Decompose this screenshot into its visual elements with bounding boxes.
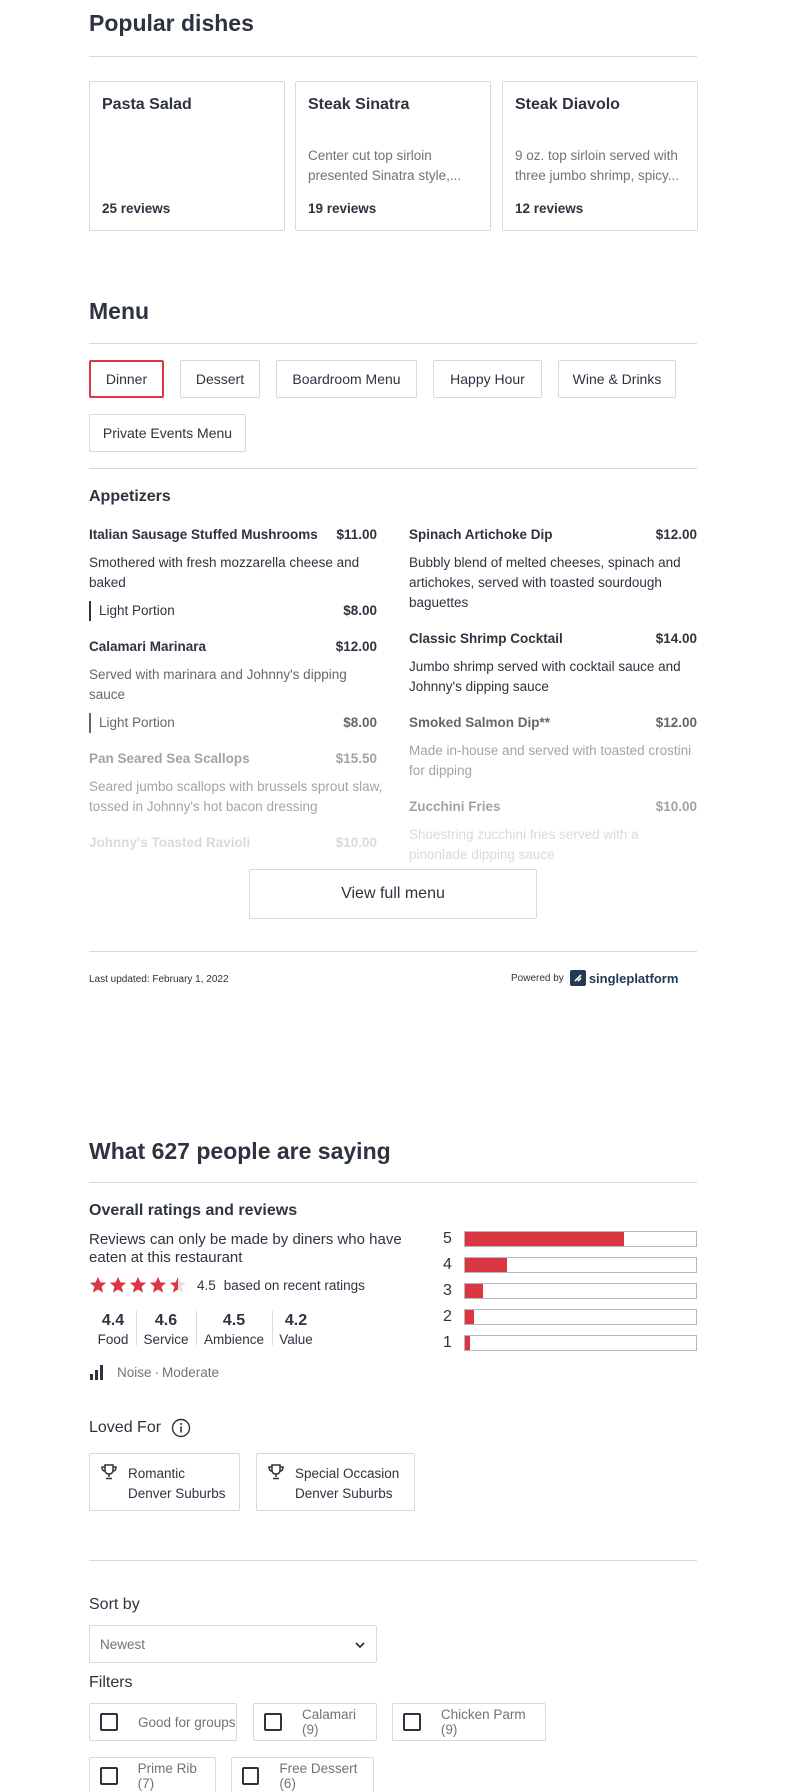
last-updated: Last updated: February 1, 2022 [89,974,229,985]
trophy-icon [100,1463,118,1481]
chevron-down-icon [354,1639,366,1651]
tab-private-events-menu[interactable]: Private Events Menu [89,414,246,452]
subrating-service [140,1312,192,1347]
divider [89,468,697,469]
rating-basis: based on recent ratings [223,1277,365,1293]
tab-dinner[interactable]: Dinner [89,360,164,398]
subrating-value: 4.5 [222,1312,246,1329]
menu-item-name: Spinach Artichoke Dip [409,527,553,542]
checkbox[interactable] [242,1767,259,1785]
filter-label: Prime Rib (7) [137,1761,197,1791]
subrating-value: 4.6 [154,1312,178,1329]
dish-card[interactable] [295,81,491,231]
menu-item-price: $15.50 [335,751,377,766]
chip-subtitle: Denver Suburbs [295,1486,393,1501]
powered-by-label: Powered by [511,972,564,984]
menu-item-name: Johnny's Toasted Ravioli [89,835,251,850]
star-icon [129,1276,147,1294]
star-icon [89,1276,107,1294]
light-portion-price: $8.00 [343,603,377,618]
tab-boardroom-menu[interactable]: Boardroom Menu [276,360,417,398]
menu-item-description: Served with marinara and Johnny's dipping sauce [89,667,347,702]
light-portion-label: Light Portion [89,713,175,733]
menu-item-description: Shoestring zucchini fries served with a pinonlade dipping sauce [409,827,639,862]
menu-item-description: Jumbo shrimp served with cocktail sauce and Johnny's dipping sauce [409,659,681,694]
rating-bar-track [464,1283,697,1299]
menu-item-name: Classic Shrimp Cocktail [409,631,563,646]
divider [89,1182,697,1183]
chip-subtitle: Denver Suburbs [128,1486,226,1501]
filter-calamari[interactable] [253,1703,377,1741]
rating-bar-3[interactable] [443,1282,697,1300]
dish-review-count: 12 reviews [515,201,584,216]
noise-label: Noise [117,1364,152,1380]
light-portion-label: Light Portion [89,601,175,621]
info-icon[interactable] [171,1418,191,1438]
checkbox[interactable] [100,1713,118,1731]
filter-chicken-parm[interactable] [392,1703,546,1741]
dish-name: Steak Sinatra [308,96,410,113]
star-icon [149,1276,167,1294]
rating-value: 4.5 [197,1277,216,1293]
noise-value: Moderate [162,1364,220,1380]
checkbox[interactable] [100,1767,118,1785]
rating-bar-label: 1 [443,1334,452,1351]
filter-good-for-groups[interactable] [89,1703,237,1741]
sort-select[interactable] [89,1625,377,1663]
chip-title: Romantic [128,1466,186,1481]
menu-section-title: Appetizers [89,488,171,505]
sort-select-value: Newest [100,1636,146,1652]
singleplatform-brand: singleplatform [588,970,679,986]
menu-item-price: $10.00 [335,835,377,850]
dish-description: 9 oz. top sirloin served with three jumbo shrimp, spicy... [515,148,680,183]
star-icon [169,1276,187,1294]
menu-item-description: Bubbly blend of melted cheeses, spinach and artichokes, served with toasted sourdough baguettes [409,555,681,610]
filters-label: Filters [89,1674,133,1691]
dish-description [102,146,272,186]
divider [89,951,697,952]
menu-item-description: Made in-house and served with toasted crostini for dipping [409,743,692,778]
filter-label: Good for groups [138,1714,236,1730]
powered-by[interactable] [511,970,678,986]
overall-ratings-heading: Overall ratings and reviews [89,1202,298,1219]
filter-label: Chicken Parm (9) [440,1707,526,1737]
divider [89,56,697,57]
star-icon [109,1276,127,1294]
rating-bar-2[interactable] [443,1308,697,1326]
chip-title: Special Occasion [295,1466,400,1481]
rating-bar-track [464,1257,697,1273]
filter-free-dessert[interactable] [231,1757,374,1792]
menu-item-price: $12.00 [655,715,697,730]
menu-item-price: $11.00 [336,527,377,542]
divider [89,343,697,344]
tab-happy-hour[interactable]: Happy Hour [433,360,542,398]
menu-item-price: $10.00 [655,799,697,814]
popular-dishes-title: Popular dishes [89,10,254,36]
singleplatform-logo-icon [570,970,586,986]
menu-item-name: Smoked Salmon Dip** [409,715,551,730]
noise-level [89,1364,219,1380]
menu-item-description: Seared jumbo scallops with brussels sprout slaw, tossed in Johnny's hot bacon dressing [89,779,383,814]
subrating-label: Service [143,1332,189,1347]
rating-bar-label: 3 [443,1282,452,1299]
rating-bar-1[interactable] [443,1334,697,1352]
menu-item-name: Calamari Marinara [89,639,207,654]
dish-card[interactable] [502,81,698,231]
subrating-label: Value [279,1332,313,1347]
rating-bar-fill [465,1232,624,1246]
subrating-label: Food [97,1332,129,1347]
dish-review-count: 19 reviews [308,201,377,216]
tab-wine-drinks[interactable]: Wine & Drinks [558,360,676,398]
subrating-food [94,1312,132,1347]
view-full-menu-button[interactable]: View full menu [249,869,537,919]
divider [272,1311,273,1345]
menu-item-price: $12.00 [335,639,377,654]
rating-bar-fill [465,1284,483,1298]
dish-name: Steak Diavolo [515,96,620,113]
overall-rating [89,1276,365,1294]
menu-item-name: Zucchini Fries [409,799,501,814]
divider [136,1311,137,1345]
loved-for-heading: Loved For [89,1419,162,1436]
sort-by-label: Sort by [89,1596,140,1613]
subrating-ambience [200,1312,268,1347]
rating-bar-label: 5 [443,1230,452,1247]
dish-description: Center cut top sirloin presented Sinatra style,... [308,148,462,183]
divider [196,1311,197,1345]
menu-item-price: $12.00 [655,527,697,542]
rating-bar-5[interactable] [443,1230,697,1248]
checkbox[interactable] [403,1713,421,1731]
star-rating [89,1276,187,1294]
filter-label: Free Dessert (6) [279,1761,358,1791]
subrating-label: Ambience [203,1332,265,1347]
rating-bar-fill [465,1258,507,1272]
rating-bar-4[interactable] [443,1256,697,1274]
rating-bar-track [464,1335,697,1351]
menu-item-price: $14.00 [655,631,697,646]
menu-item-description: Smothered with fresh mozzarella cheese and baked [89,555,360,590]
subrating-value: 4.2 [284,1312,308,1329]
noise-bars-icon [89,1364,105,1380]
subrating-value: 4.4 [101,1312,125,1329]
loved-for [89,1418,191,1438]
rating-bar-fill [465,1336,470,1350]
menu-item-name: Pan Seared Sea Scallops [89,751,250,766]
reviews-title: What 627 people are saying [89,1138,391,1164]
light-portion-price: $8.00 [343,715,377,730]
rating-bar-track [464,1309,697,1325]
rating-bar-label: 4 [443,1256,452,1273]
rating-bar-label: 2 [443,1308,452,1325]
dish-card[interactable] [89,81,285,231]
menu-item-name: Italian Sausage Stuffed Mushrooms [89,527,318,542]
filter-prime-rib[interactable] [89,1757,216,1792]
checkbox[interactable] [264,1713,282,1731]
trophy-icon [267,1463,285,1481]
filter-label: Calamari (9) [301,1707,356,1737]
menu-title: Menu [89,298,150,324]
loved-for-chip[interactable] [89,1453,240,1511]
divider [89,1560,697,1561]
dish-name: Pasta Salad [102,96,192,113]
tab-dessert[interactable]: Dessert [180,360,260,398]
noise-separator: · [154,1364,160,1380]
rating-bar-fill [465,1310,474,1324]
dish-review-count: 25 reviews [102,201,171,216]
reviews-notice: Reviews can only be made by diners who have eaten at this restaurant [89,1231,402,1266]
subrating-value-rating [276,1312,316,1347]
loved-for-chip[interactable] [256,1453,415,1511]
rating-bar-track [464,1231,697,1247]
